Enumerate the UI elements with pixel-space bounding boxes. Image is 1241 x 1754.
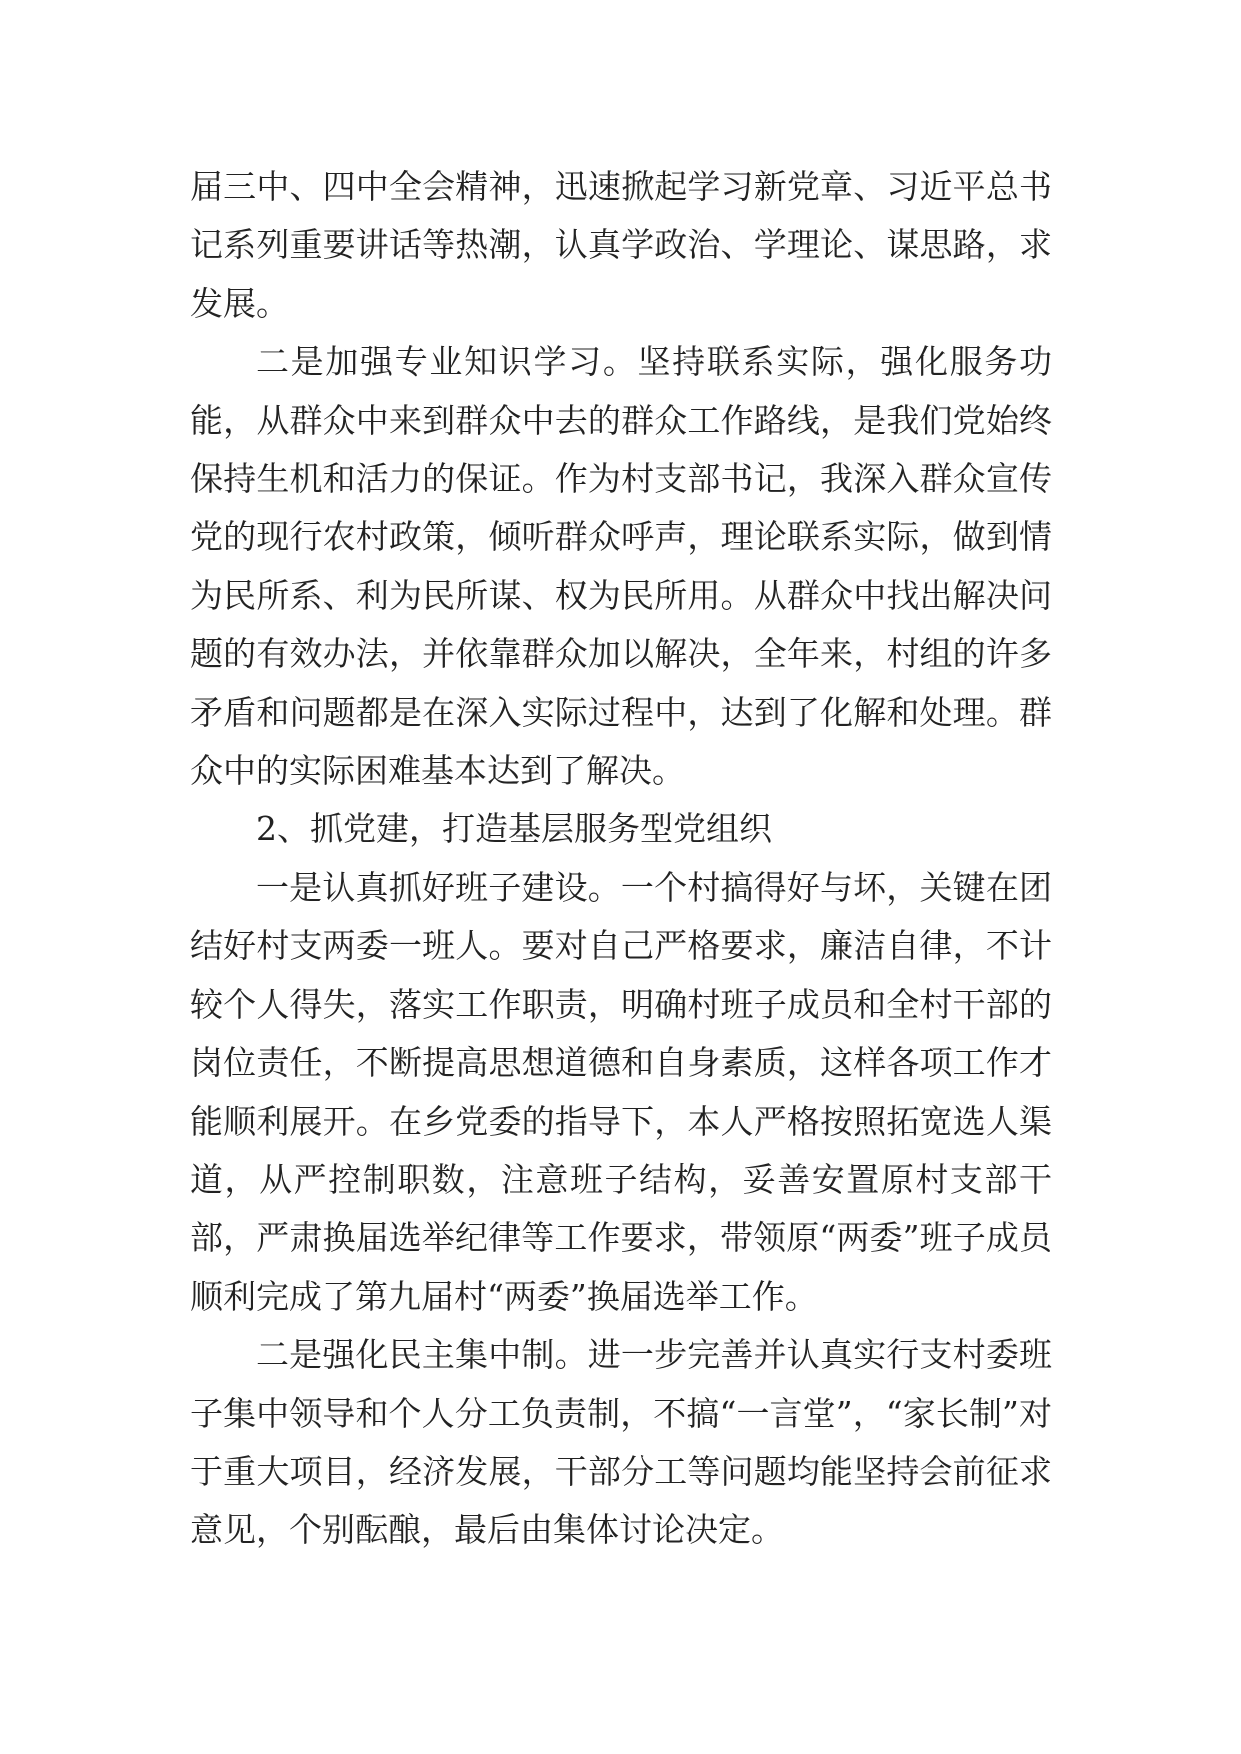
body-text	[190, 158, 1052, 1560]
paragraph-democratic-centralism: 二是强化民主集中制。进一步完善并认真实行支村委班子集中领导和个人分工负责制，不搞“一言堂”，“家长制”对于重大项目，经济发展，干部分工等问题均能坚持会前征求意见，个别酝酿，最后由集体讨论决定。	[190, 1335, 1052, 1550]
section-heading-party-building: 2、抓党建，打造基层服务型党组织	[256, 809, 772, 849]
paragraph-team-building: 一是认真抓好班子建设。一个村搞得好与坏，关键在团结好村支两委一班人。要对自己严格要求，廉洁自律，不计较个人得失，落实工作职责，明确村班子成员和全村干部的岗位责任，不断提高思想道德和自身素质，这样各项工作才能顺利展开。在乡党委的指导下，本人严格按照拓宽选人渠道，从严控制职数，注意班子结构，妥善安置原村支部干部，严肃换届选举纪律等工作要求，带领原“两委”班子成员顺利完成了第九届村“两委”换届选举工作。	[190, 867, 1052, 1316]
paragraph-continuation: 届三中、四中全会精神，迅速掀起学习新党章、习近平总书记系列重要讲话等热潮，认真学政治、学理论、谋思路，求发展。	[190, 167, 1052, 323]
paragraph-professional-study: 二是加强专业知识学习。坚持联系实际，强化服务功能，从群众中来到群众中去的群众工作路线，是我们党始终保持生机和活力的保证。作为村支部书记，我深入群众宣传党的现行农村政策，倾听群众呼声，理论联系实际，做到情为民所系、利为民所谋、权为民所用。从群众中找出解决问题的有效办法，并依靠群众加以解决，全年来，村组的许多矛盾和问题都是在深入实际过程中，达到了化解和处理。群众中的实际困难基本达到了解决。	[190, 342, 1052, 791]
